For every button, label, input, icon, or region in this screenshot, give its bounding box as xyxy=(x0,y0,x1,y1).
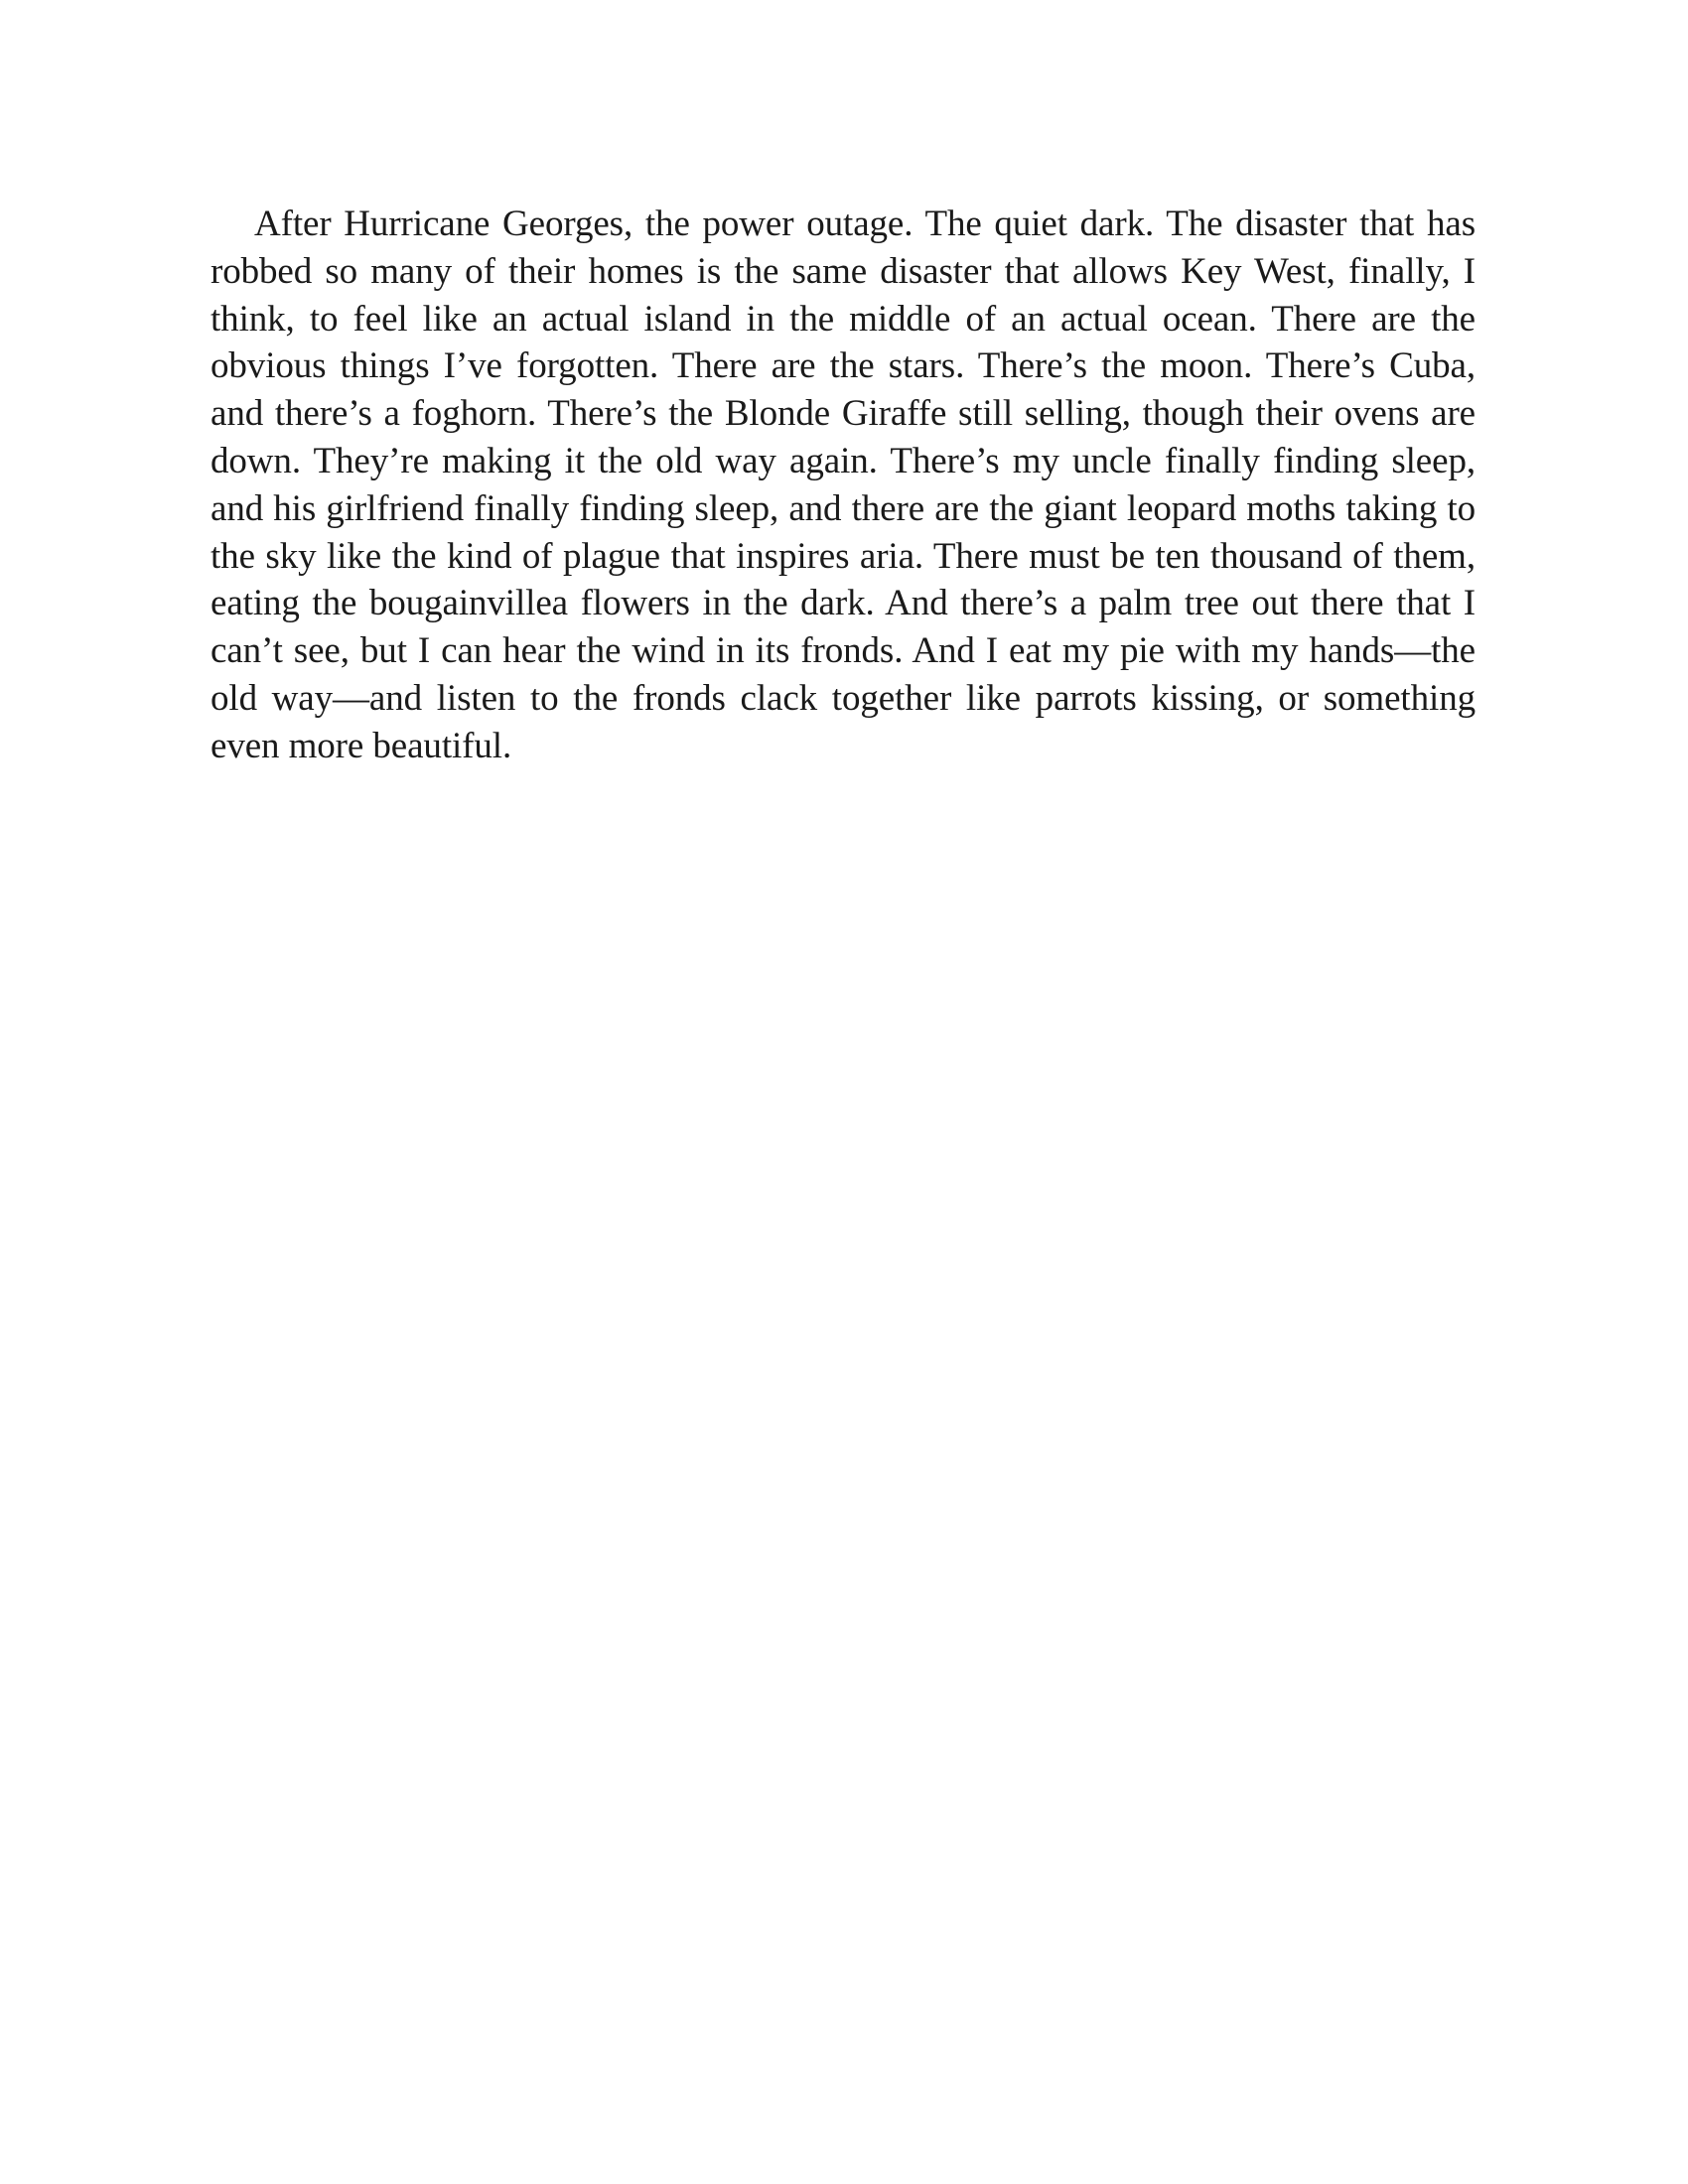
body-paragraph: After Hurricane Georges, the power outage. The quiet dark. The disaster that has robbed so many of their homes is the same disaster that allows Key West, finally, I think, to feel like an actual island in the middle of an actual ocean. There are the obvious things I’ve forgotten. There are the stars. There’s the moon. There’s Cuba, and there’s a foghorn. There’s the Blonde Giraffe still selling, though their ovens are down. They’re making it the old way again. There’s my uncle finally finding sleep, and his girlfriend finally finding sleep, and there are the giant leopard moths taking to the sky like the kind of plague that inspires aria. There must be ten thousand of them, eating the bougainvillea flowers in the dark. And there’s a palm tree out there that I can’t see, but I can hear the wind in its fronds. And I eat my pie with my hands—the old way—and listen to the fronds clack together like parrots kissing, or something even more beautiful. xyxy=(211,204,1476,766)
